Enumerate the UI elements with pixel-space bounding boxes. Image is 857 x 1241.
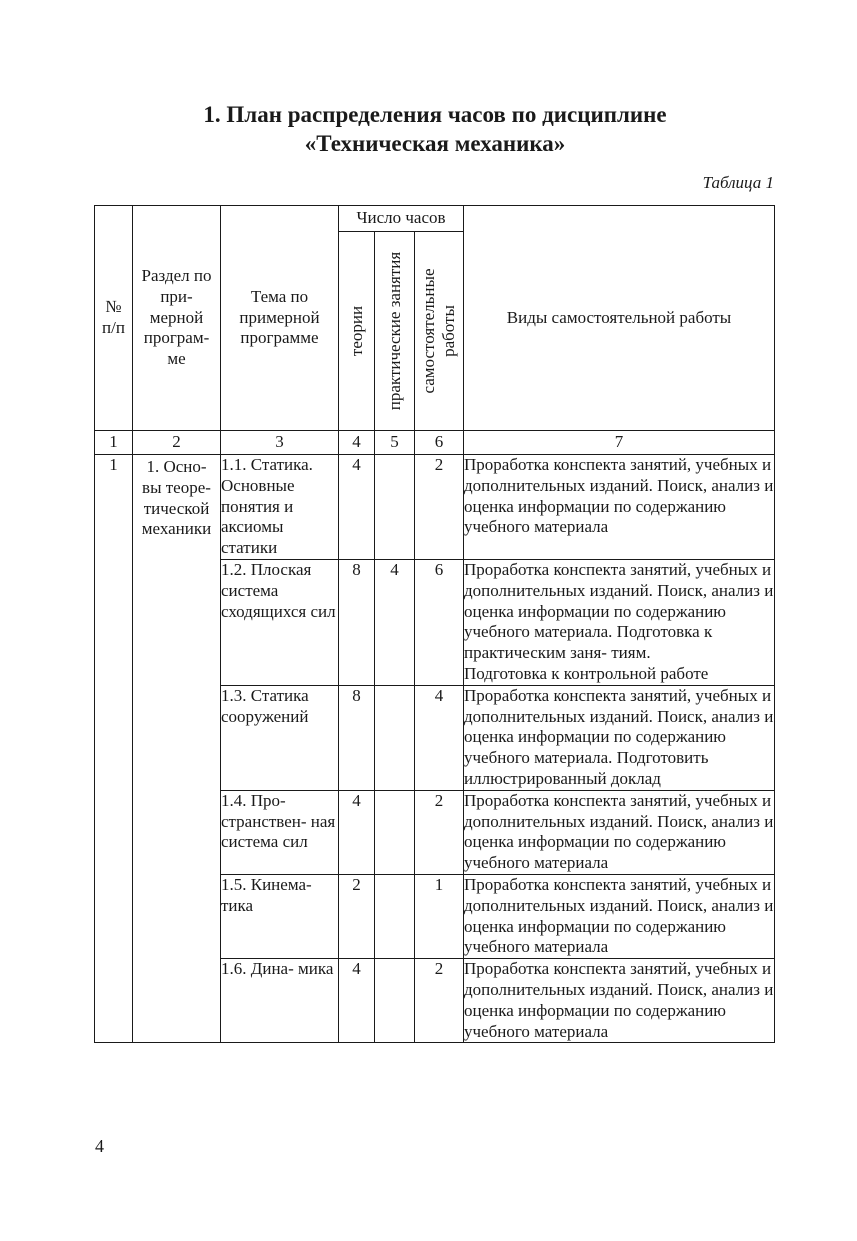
work-description [464,559,775,685]
header-independent [415,232,464,431]
header-independent-line-2: работы [439,305,458,357]
column-number: 5 [375,431,415,455]
work-description: Проработка конспекта занятий, учебных и дополнительных изданий. Поиск, анализ и оценка информации по содержанию учебного материала [464,455,775,560]
header-practical-label: практические занятия [384,251,404,411]
header-independent-line-1: самостоятельные [419,268,438,394]
independent-hours: 2 [415,959,464,1043]
practical-hours [375,455,415,560]
work-description: Проработка конспекта занятий, учебных и дополнительных изданий. Поиск, анализ и оценка информации по содержанию учебного материала [464,790,775,874]
column-number: 3 [221,431,339,455]
topic-cell: 1.4. Про- странствен- ная система сил [221,790,339,874]
theory-hours: 8 [339,559,375,685]
page-title [0,100,857,158]
header-section [133,206,221,431]
topic-cell: 1.5. Кинема- тика [221,874,339,958]
header-num [95,206,133,431]
work-description: Проработка конспекта занятий, учебных и дополнительных изданий. Поиск, анализ и оценка информации по содержанию учебного материала. Подготовить иллюстрированный доклад [464,685,775,790]
section-name: 1. Осно- вы теоре- тической механики [133,455,221,1043]
title-line-2: «Техническая механика» [304,131,566,156]
theory-hours: 4 [339,455,375,560]
title-line-1: 1. План распределения часов по дисциплине [203,102,667,127]
theory-hours: 4 [339,959,375,1043]
topic-cell: 1.6. Дина- мика [221,959,339,1043]
header-topic [221,206,339,431]
header-work-types-label: Виды самостоятельной работы [506,307,732,327]
column-number: 7 [464,431,775,455]
independent-hours: 2 [415,455,464,560]
practical-hours [375,959,415,1043]
theory-hours: 8 [339,685,375,790]
column-number-row [95,431,775,455]
theory-hours: 2 [339,874,375,958]
header-work-types [464,206,775,431]
header-num-label: № п/п [102,297,125,337]
practical-hours [375,874,415,958]
column-number: 2 [133,431,221,455]
topic-cell: 1.1. Статика. Основные понятия и аксиомы статики [221,455,339,560]
independent-hours: 1 [415,874,464,958]
work-description-main: Проработка конспекта занятий, учебных и дополнительных изданий. Поиск, анализ и оценка информации по содержанию учебного материала. Подготовка к практическим заня- тиям. [464,559,774,663]
independent-hours: 2 [415,790,464,874]
column-number: 6 [415,431,464,455]
header-practical [375,232,415,431]
header-theory [339,232,375,431]
work-description-extra: Подготовка к контрольной работе [464,663,709,683]
topic-cell: 1.3. Статика сооружений [221,685,339,790]
topic-cell: 1.2. Плоская система сходящихся сил [221,559,339,685]
header-independent-label [419,268,459,393]
table-label: Таблица 1 [702,173,774,192]
independent-hours: 6 [415,559,464,685]
column-number: 1 [95,431,133,455]
header-hours-group [339,206,464,232]
section-num: 1 [95,455,133,1043]
header-section-label: Раздел по при- мерной програм- ме [141,266,212,369]
practical-hours [375,790,415,874]
hours-distribution-table [94,205,775,1043]
practical-hours [375,685,415,790]
practical-hours: 4 [375,559,415,685]
column-number: 4 [339,431,375,455]
header-hours-group-label: Число часов [356,208,446,228]
page-number: 4 [95,1136,104,1156]
independent-hours: 4 [415,685,464,790]
work-description: Проработка конспекта занятий, учебных и дополнительных изданий. Поиск, анализ и оценка информации по содержанию учебного материала [464,959,775,1043]
table-row [95,455,775,560]
header-theory-label: теории [346,305,366,357]
theory-hours: 4 [339,790,375,874]
work-description: Проработка конспекта занятий, учебных и дополнительных изданий. Поиск, анализ и оценка информации по содержанию учебного материала [464,874,775,958]
header-topic-label: Тема по примерной программе [239,286,320,348]
